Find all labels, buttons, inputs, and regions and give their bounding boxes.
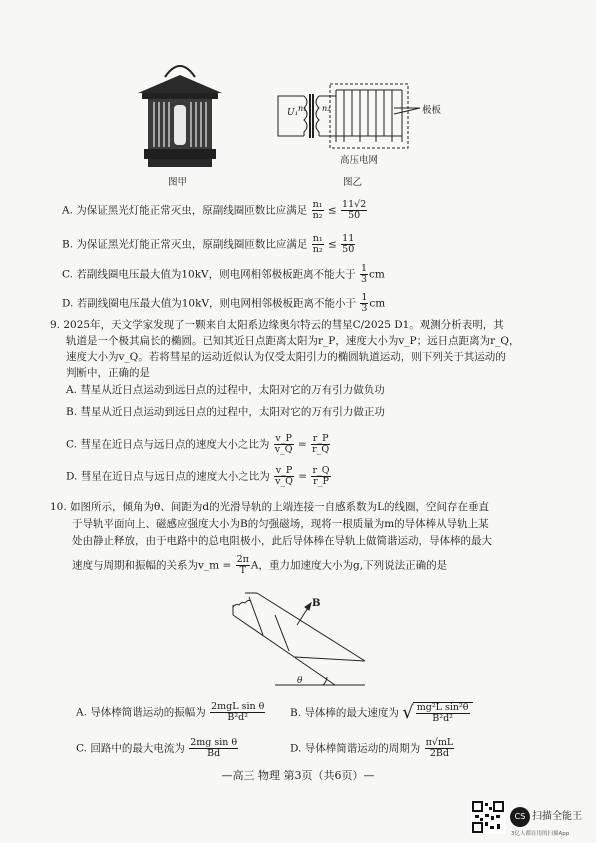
- insect-lamp-figure: [130, 55, 230, 170]
- q9-stem-line-3: 速度大小为v_Q。若将彗星的运动近似认为仅受太阳引力的椭圆轨道运动，则下列关于其运动的: [66, 351, 506, 363]
- q10-stem-line-3: 处由静止释放，由于电路中的总电阻极小，此后导体棒在导轨上做简谐运动，导体棒的最大: [72, 535, 492, 547]
- q9-stem-line-2: 轨道是一个极其扁长的椭圆。已知其近日点距离太阳为r_P，速度大小为v_P；远日点距离为r_Q，: [66, 335, 520, 347]
- scanner-logo-icon: CS: [510, 807, 530, 827]
- incline-rail-figure: [215, 585, 375, 690]
- q8-option-c: C. 若副线圈电压最大值为10kV，则电网相邻极板距离不能大于 $\frac{1}{3}$ cm: [62, 263, 385, 285]
- q10-option-d: D. 导体棒简谐运动的周期为 $\frac{\pi√mL}{2Bd}$: [290, 737, 454, 759]
- b-field-label: B: [312, 598, 321, 609]
- q8-option-a: A. 为保证黑光灯能正常灭虫，原副线圈匝数比应满足 $\frac{\text{n₁}}{\text{n₂}}$ ≤ $\frac{11√2}{50}$: [62, 199, 367, 221]
- n2-label: n₂: [322, 104, 331, 113]
- q9-stem-line-1: 9. 2025年，天文学家发现了一颗来自太阳系边缘奥尔特云的彗星C/2025 D1。观测分析表明，其: [50, 319, 504, 331]
- q10-option-b: B. 导体棒的最大速度为 √ $\frac{\text{mg²L sin²θ}}{\text{B²d²}}$: [290, 702, 473, 724]
- q9-option-c: C. 彗星在近日点与远日点的速度大小之比为 $\frac{v\_P}{v\_Q}$ = $\frac{r\_P}{r\_Q}$: [66, 433, 330, 455]
- u1-label: U₁: [287, 108, 299, 118]
- transformer-grid-figure: [268, 78, 458, 160]
- n1-label: n₁: [298, 104, 307, 113]
- q8-option-d: D. 若副线圈电压最大值为10kV，则电网相邻极板距离不能小于 $\frac{1}{3}$ cm: [62, 292, 386, 314]
- theta-label: θ: [297, 676, 303, 686]
- qr-code-icon: [471, 800, 505, 834]
- grid-label: 高压电网: [340, 155, 379, 166]
- scanner-title: 扫描全能王: [532, 811, 582, 822]
- q9-stem-line-4: 判断中，正确的是: [66, 367, 150, 379]
- q8-option-b: B. 为保证黑光灯能正常灭虫，原副线圈匝数比应满足 $\frac{\text{n₁}}{\text{n₂}}$ ≤ $\frac{11}{50}$: [62, 233, 355, 255]
- page-footer: —高三 物理 第3页（共6页）—: [221, 769, 375, 782]
- q10-option-c: C. 回路中的最大电流为 $\frac{\text{2mg sin θ}}{Bd}$: [76, 737, 238, 759]
- q9-option-a: A. 彗星从近日点运动到远日点的过程中，太阳对它的万有引力做负功: [66, 384, 385, 396]
- q9-option-b: B. 彗星从近日点运动到远日点的过程中，太阳对它的万有引力做正功: [66, 406, 385, 418]
- q10-option-a: A. 导体棒简谐运动的振幅为 $\frac{\text{2mgL sin θ}}{\text{B²d²}}$: [76, 701, 265, 723]
- q10-stem-line-1: 10. 如图所示，倾角为θ、间距为d的光滑导轨的上端连接一自感系数为L的线圈，空间存在垂直: [50, 501, 490, 513]
- q9-option-d: D. 彗星在近日点与远日点的速度大小之比为 $\frac{v\_P}{v\_Q}$ = $\frac{r\_Q}{r\_P}$: [66, 465, 330, 487]
- fig-a-caption: 图甲: [168, 177, 188, 188]
- scanner-subtitle: 3亿人都在用的扫描App: [511, 831, 570, 837]
- fig-b-caption: 图乙: [343, 177, 363, 188]
- q10-stem-line-2: 于导轨平面向上、磁感应强度大小为B的匀强磁场，现将一根质量为m的导体棒从导轨上某: [72, 518, 489, 530]
- plate-label: 极板: [422, 105, 442, 116]
- q10-stem-line-4: 速度与周期和振幅的关系为v_m = $\frac{2\pi}{T}$ A，重力加速度大小为g,下列说法正确的是: [72, 554, 448, 576]
